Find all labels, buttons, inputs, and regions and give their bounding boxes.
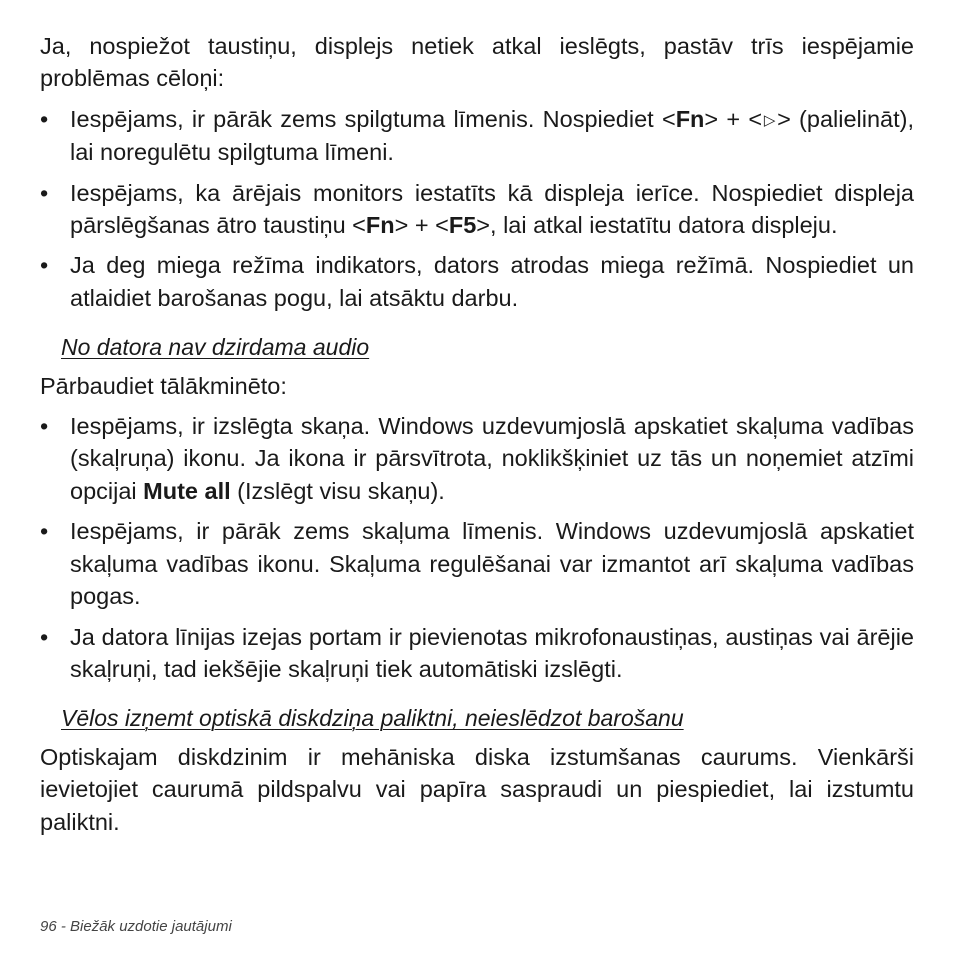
section-heading-audio: No datora nav dzirdama audio [61, 334, 370, 361]
audio-issue-list [40, 410, 914, 685]
section-heading-eject: Vēlos izņemt optiskā diskdziņa paliktni, neieslēdzot barošanu [61, 705, 684, 732]
audio-lead: Pārbaudiet tālākminēto: [40, 372, 287, 399]
display-issue-list [40, 103, 914, 314]
list-item: • Iespējams, ir pārāk zems spilgtuma līmenis. Nospiediet <Fn> + <▷> (palielināt), lai noregulētu spilgtuma līmeni. [40, 103, 914, 169]
intro-paragraph: Ja, nospiežot taustiņu, displejs netiek atkal ieslēgts, pastāv trīs iespējamie problēmas cēloņi: [40, 33, 914, 92]
key-fn: Fn [365, 212, 395, 239]
mute-all-label: Mute all [143, 477, 231, 504]
list-item: • Ja datora līnijas izejas portam ir pievienotas mikrofonaustiņas, austiņas vai ārējie skaļruņi, tad iekšējie skaļruņi tiek automātiski izslēgti. [40, 621, 914, 686]
list-item: • Iespējams, ka ārējais monitors iestatīts kā displeja ierīce. Nospiediet displeja pārslēgšanas ātro taustiņu <Fn> + <F5>, lai atkal iestatītu datora displeju. [40, 177, 914, 242]
list-item: • Iespējams, ir pārāk zems skaļuma līmenis. Windows uzdevumjoslā apskatiet skaļuma vadības ikonu. Skaļuma regulēšanai var izmantot arī skaļuma vadības pogas. [40, 515, 914, 612]
page-content [40, 30, 914, 838]
key-fn: Fn [675, 105, 705, 132]
list-item: • Ja deg miega režīma indikators, dators atrodas miega režīmā. Nospiediet un atlaidiet barošanas pogu, lai atsāktu darbu. [40, 249, 914, 314]
list-item: • Iespējams, ir izslēgta skaņa. Windows uzdevumjoslā apskatiet skaļuma vadības (skaļruņa) ikonu. Ja ikona ir pārsvītrota, noklikšķiniet uz tās un noņemiet atzīmi opcijai Mute all (Izslēgt visu skaņu). [40, 410, 914, 507]
page-footer: 96 - Biežāk uzdotie jautājumi [40, 918, 232, 935]
brightness-up-icon: ▷ [762, 110, 778, 129]
key-f5: F5 [448, 212, 477, 239]
eject-paragraph: Optiskajam diskdzinim ir mehāniska diska izstumšanas caurums. Vienkārši ievietojiet caurumā pildspalvu vai papīra saspraudi un piespiediet, lai izstumtu paliktni. [40, 743, 914, 835]
